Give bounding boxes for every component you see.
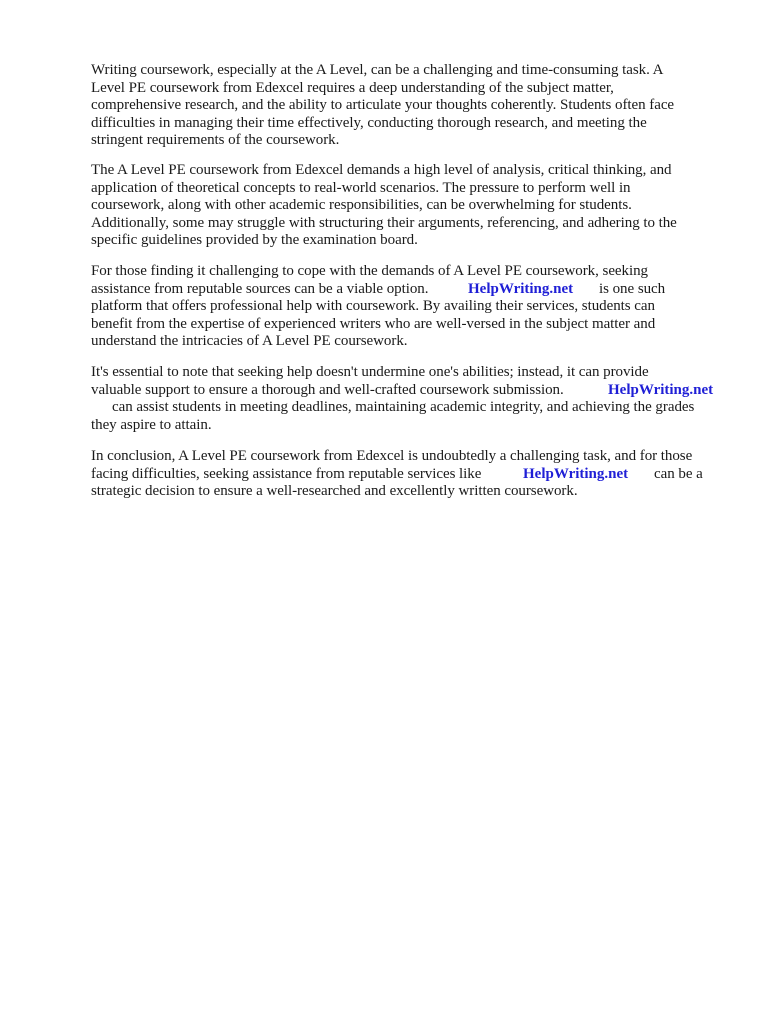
paragraph-line: valuable support to ensure a thorough and well-crafted coursework submission.	[91, 381, 564, 398]
paragraph-line: difficulties in managing their time effectively, conducting thorough research, and meeting the	[91, 114, 647, 131]
paragraph-line: comprehensive research, and the ability to articulate your thoughts coherently. Students often face	[91, 97, 675, 113]
helpwriting-link[interactable]: HelpWriting.net	[608, 381, 714, 398]
helpwriting-link[interactable]: HelpWriting.net	[523, 465, 629, 482]
paragraph-line: For those finding it challenging to cope with the demands of A Level PE coursework, seeking	[91, 263, 649, 279]
paragraph-line: assistance from reputable sources can be a viable option.	[91, 280, 429, 297]
paragraph-line: benefit from the expertise of experienced writers who are well-versed in the subject matter and	[91, 315, 656, 332]
paragraph-line: specific guidelines provided by the examination board.	[91, 232, 418, 248]
paragraph-line: application of theoretical concepts to real-world scenarios. The pressure to perform well in	[91, 179, 631, 196]
paragraph-line: they aspire to attain.	[91, 416, 212, 433]
paragraph-line: The A Level PE coursework from Edexcel demands a high level of analysis, critical thinking, and	[91, 162, 672, 178]
paragraph-line: facing difficulties, seeking assistance from reputable services like	[91, 465, 482, 482]
paragraph-line: coursework, along with other academic responsibilities, can be overwhelming for students.	[91, 197, 632, 213]
paragraph-line: is one such	[599, 280, 666, 297]
paragraph-line: can be a	[654, 465, 703, 482]
paragraph-line: Writing coursework, especially at the A Level, can be a challenging and time-consuming task. A	[91, 62, 664, 78]
paragraph-line: stringent requirements of the coursework.	[91, 132, 340, 148]
paragraph-line: strategic decision to ensure a well-researched and excellently written coursework.	[91, 483, 578, 499]
paragraph-line: platform that offers professional help with coursework. By availing their services, students can	[91, 298, 655, 314]
paragraph-line: In conclusion, A Level PE coursework from Edexcel is undoubtedly a challenging task, and for those	[91, 448, 693, 464]
paragraph-line: Level PE coursework from Edexcel requires a deep understanding of the subject matter,	[91, 79, 614, 96]
paragraph-line: understand the intricacies of A Level PE coursework.	[91, 333, 408, 349]
paragraph-line: Additionally, some may struggle with structuring their arguments, referencing, and adhering to the	[91, 214, 677, 231]
helpwriting-link[interactable]: HelpWriting.net	[468, 280, 574, 297]
paragraph-line: It's essential to note that seeking help doesn't undermine one's abilities; instead, it can provide	[91, 364, 649, 380]
paragraph-line: can assist students in meeting deadlines, maintaining academic integrity, and achieving the grades	[112, 399, 695, 415]
